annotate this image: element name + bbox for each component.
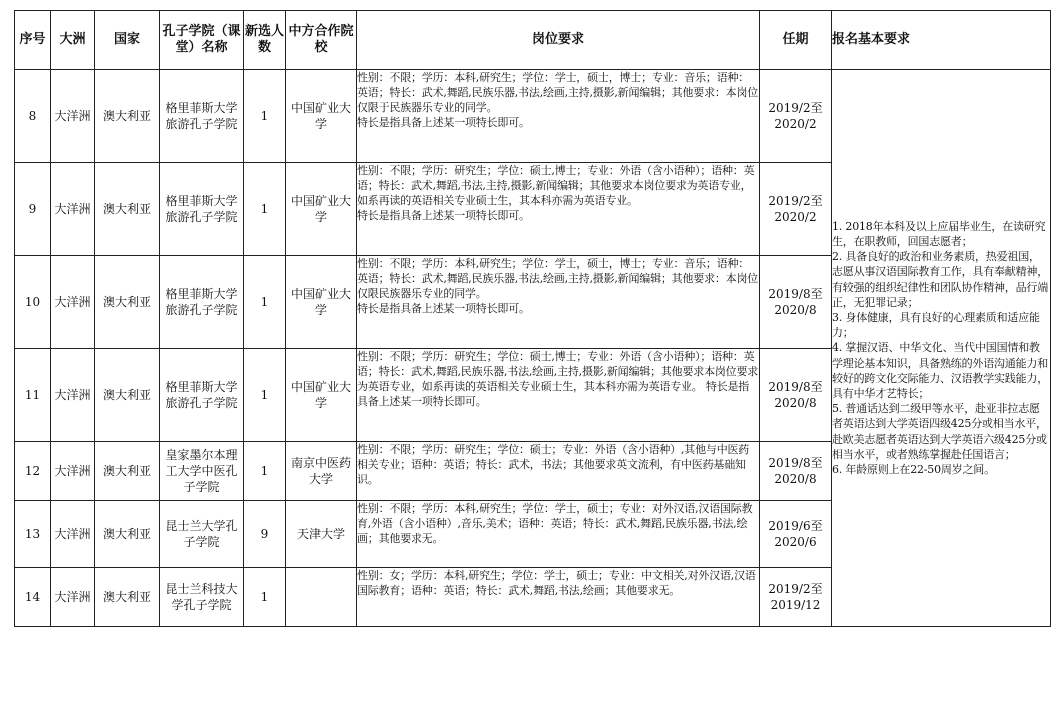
requirements-note: 特长是指具备上述某一项特长即可。 <box>357 209 530 222</box>
row-institute: 格里菲斯大学旅游孔子学院 <box>160 256 244 349</box>
row-seq: 9 <box>15 163 51 256</box>
row-term <box>760 349 832 442</box>
row-partner: 中国矿业大学 <box>286 349 357 442</box>
row-partner: 南京中医药大学 <box>286 442 357 501</box>
row-country: 澳大利亚 <box>95 349 160 442</box>
requirements-text: 性别：不限；学历：研究生；学位：硕士；专业：外语（含小语种）,其他与中医药相关专业；语种：英语；特长：武术，书法；其他要求英文流利，有中医药基础知识。 <box>357 443 750 486</box>
row-continent: 大洋洲 <box>51 349 95 442</box>
row-term <box>760 501 832 568</box>
row-country: 澳大利亚 <box>95 163 160 256</box>
row-continent: 大洋洲 <box>51 501 95 568</box>
row-country: 澳大利亚 <box>95 256 160 349</box>
row-institute: 昆士兰科技大学孔子学院 <box>160 568 244 627</box>
header-partner: 中方合作院校 <box>286 11 357 70</box>
row-requirements <box>357 349 760 442</box>
row-seq: 12 <box>15 442 51 501</box>
row-continent: 大洋洲 <box>51 442 95 501</box>
row-institute: 格里菲斯大学旅游孔子学院 <box>160 163 244 256</box>
requirements-note: 特长是指具备上述某一项特长即可。 <box>357 302 530 315</box>
requirements-text: 性别：女；学历：本科,研究生；学位：学士，硕士；专业：中文相关,对外汉语,汉语国际教育；语种：英语；特长：武术,舞蹈,书法,绘画；其他要求无。 <box>357 569 756 597</box>
row-term <box>760 256 832 349</box>
basic-requirements-cell <box>832 70 1051 627</box>
row-partner: 中国矿业大学 <box>286 256 357 349</box>
row-count: 1 <box>244 70 286 163</box>
row-continent: 大洋洲 <box>51 256 95 349</box>
term-start: 2019/8至 <box>768 456 823 470</box>
basic-requirement-item: 2. 具备良好的政治和业务素质，热爱祖国，志愿从事汉语国际教育工作，具有奉献精神，有较强的组织纪律性和团队协作精神，品行端正，无犯罪记录； <box>832 250 1048 309</box>
header-institute: 孔子学院（课堂）名称 <box>160 11 244 70</box>
requirements-note: 特长是指具备上述某一项特长即可。 <box>357 116 530 129</box>
row-requirements <box>357 442 760 501</box>
header-term: 任期 <box>760 11 832 70</box>
row-count: 1 <box>244 442 286 501</box>
row-seq: 11 <box>15 349 51 442</box>
requirements-text: 性别：不限；学历：研究生；学位：硕士,博士；专业：外语（含小语种）；语种：英语；特长：武术,舞蹈,民族乐器,书法,绘画,主持,摄影,新闻编辑；其他要求本岗位要求为英语专业，如系再读的英语相关专业硕士生，其本科亦需为英语专业。 特长是指具备上述某一项特长即可。 <box>357 350 759 408</box>
term-start: 2019/6至 <box>768 519 823 533</box>
row-country: 澳大利亚 <box>95 501 160 568</box>
requirements-text: 性别：不限；学历：本科,研究生；学位：学士，硕士，博士；专业：音乐；语种：英语；特长：武术,舞蹈,民族乐器,书法,绘画,主持,摄影,新闻编辑；其他要求：本岗位仅限民族器乐专业的同学。 <box>357 257 759 300</box>
row-count: 1 <box>244 349 286 442</box>
basic-requirement-item: 6. 年龄原则上在22-50周岁之间。 <box>832 463 995 477</box>
term-start: 2019/8至 <box>768 287 823 301</box>
row-country: 澳大利亚 <box>95 442 160 501</box>
term-start: 2019/2至 <box>768 194 823 208</box>
basic-requirement-item: 3. 身体健康，具有良好的心理素质和适应能力； <box>832 310 1040 340</box>
term-end: 2020/6 <box>774 535 817 549</box>
recruitment-table <box>14 10 1051 627</box>
row-continent: 大洋洲 <box>51 70 95 163</box>
row-seq: 13 <box>15 501 51 568</box>
row-continent: 大洋洲 <box>51 568 95 627</box>
row-term <box>760 442 832 501</box>
header-requirements: 岗位要求 <box>357 11 760 70</box>
row-count: 1 <box>244 568 286 627</box>
term-start: 2019/8至 <box>768 380 823 394</box>
row-institute: 格里菲斯大学旅游孔子学院 <box>160 349 244 442</box>
requirements-text: 性别：不限；学历：本科,研究生；学位：学士，硕士，博士；专业：音乐；语种：英语；特长：武术,舞蹈,民族乐器,书法,绘画,主持,摄影,新闻编辑；其他要求：本岗位仅限于民族器乐专业的同学。 <box>357 71 759 114</box>
header-basic: 报名基本要求 <box>832 11 1051 70</box>
row-term <box>760 70 832 163</box>
row-partner: 中国矿业大学 <box>286 163 357 256</box>
row-count: 9 <box>244 501 286 568</box>
row-requirements <box>357 501 760 568</box>
term-end: 2020/8 <box>774 472 817 486</box>
row-institute: 格里菲斯大学旅游孔子学院 <box>160 70 244 163</box>
row-partner: 中国矿业大学 <box>286 70 357 163</box>
row-seq: 14 <box>15 568 51 627</box>
row-continent: 大洋洲 <box>51 163 95 256</box>
recruitment-table-container <box>14 10 1050 692</box>
term-end: 2020/8 <box>774 303 817 317</box>
term-end: 2019/12 <box>770 598 821 612</box>
row-requirements <box>357 256 760 349</box>
term-end: 2020/2 <box>774 117 817 131</box>
row-country: 澳大利亚 <box>95 568 160 627</box>
term-end: 2020/2 <box>774 210 817 224</box>
header-country: 国家 <box>95 11 160 70</box>
basic-requirement-item: 4. 掌握汉语、中华文化、当代中国国情和教学理论基本知识，具备熟练的外语沟通能力和较好的跨文化交际能力、汉语教学实践能力，具有中华才艺特长； <box>832 341 1048 400</box>
requirements-text: 性别：不限；学历：研究生；学位：硕士,博士；专业：外语（含小语种）；语种：英语；特长：武术,舞蹈,书法,主持,摄影,新闻编辑；其他要求本岗位要求为英语专业，如系再读的英语相关专业硕士生，其本科亦需为英语专业。 <box>357 164 755 207</box>
basic-requirement-item: 1. 2018年本科及以上应届毕业生，在读研究生，在职教师，回国志愿者； <box>832 219 1046 248</box>
row-seq: 8 <box>15 70 51 163</box>
row-requirements <box>357 70 760 163</box>
table-row <box>15 70 1051 163</box>
row-term <box>760 568 832 627</box>
header-row <box>15 11 1051 70</box>
row-institute: 昆士兰大学孔子学院 <box>160 501 244 568</box>
basic-requirement-item: 5. 普通话达到二级甲等水平，赴亚非拉志愿者英语达到大学英语四级425分或相当水平，赴欧美志愿者英语达到大学英语六级425分或相当水平，或者熟练掌握赴任国语言； <box>832 402 1047 461</box>
row-country: 澳大利亚 <box>95 70 160 163</box>
row-count: 1 <box>244 256 286 349</box>
term-end: 2020/8 <box>774 396 817 410</box>
requirements-text: 性别：不限；学历：本科,研究生；学位：学士，硕士；专业：对外汉语,汉语国际教育,外语（含小语种）,音乐,美术；语种：英语；特长：武术,舞蹈,民族乐器,书法,绘画；其他要求无。 <box>357 502 753 545</box>
row-institute: 皇家墨尔本理工大学中医孔子学院 <box>160 442 244 501</box>
header-continent: 大洲 <box>51 11 95 70</box>
row-partner: 天津大学 <box>286 501 357 568</box>
row-seq: 10 <box>15 256 51 349</box>
header-seq: 序号 <box>15 11 51 70</box>
row-requirements <box>357 568 760 627</box>
row-count: 1 <box>244 163 286 256</box>
header-count: 新选人数 <box>244 11 286 70</box>
row-term <box>760 163 832 256</box>
term-start: 2019/2至 <box>768 101 823 115</box>
row-partner <box>286 568 357 627</box>
row-requirements <box>357 163 760 256</box>
term-start: 2019/2至 <box>768 582 823 596</box>
